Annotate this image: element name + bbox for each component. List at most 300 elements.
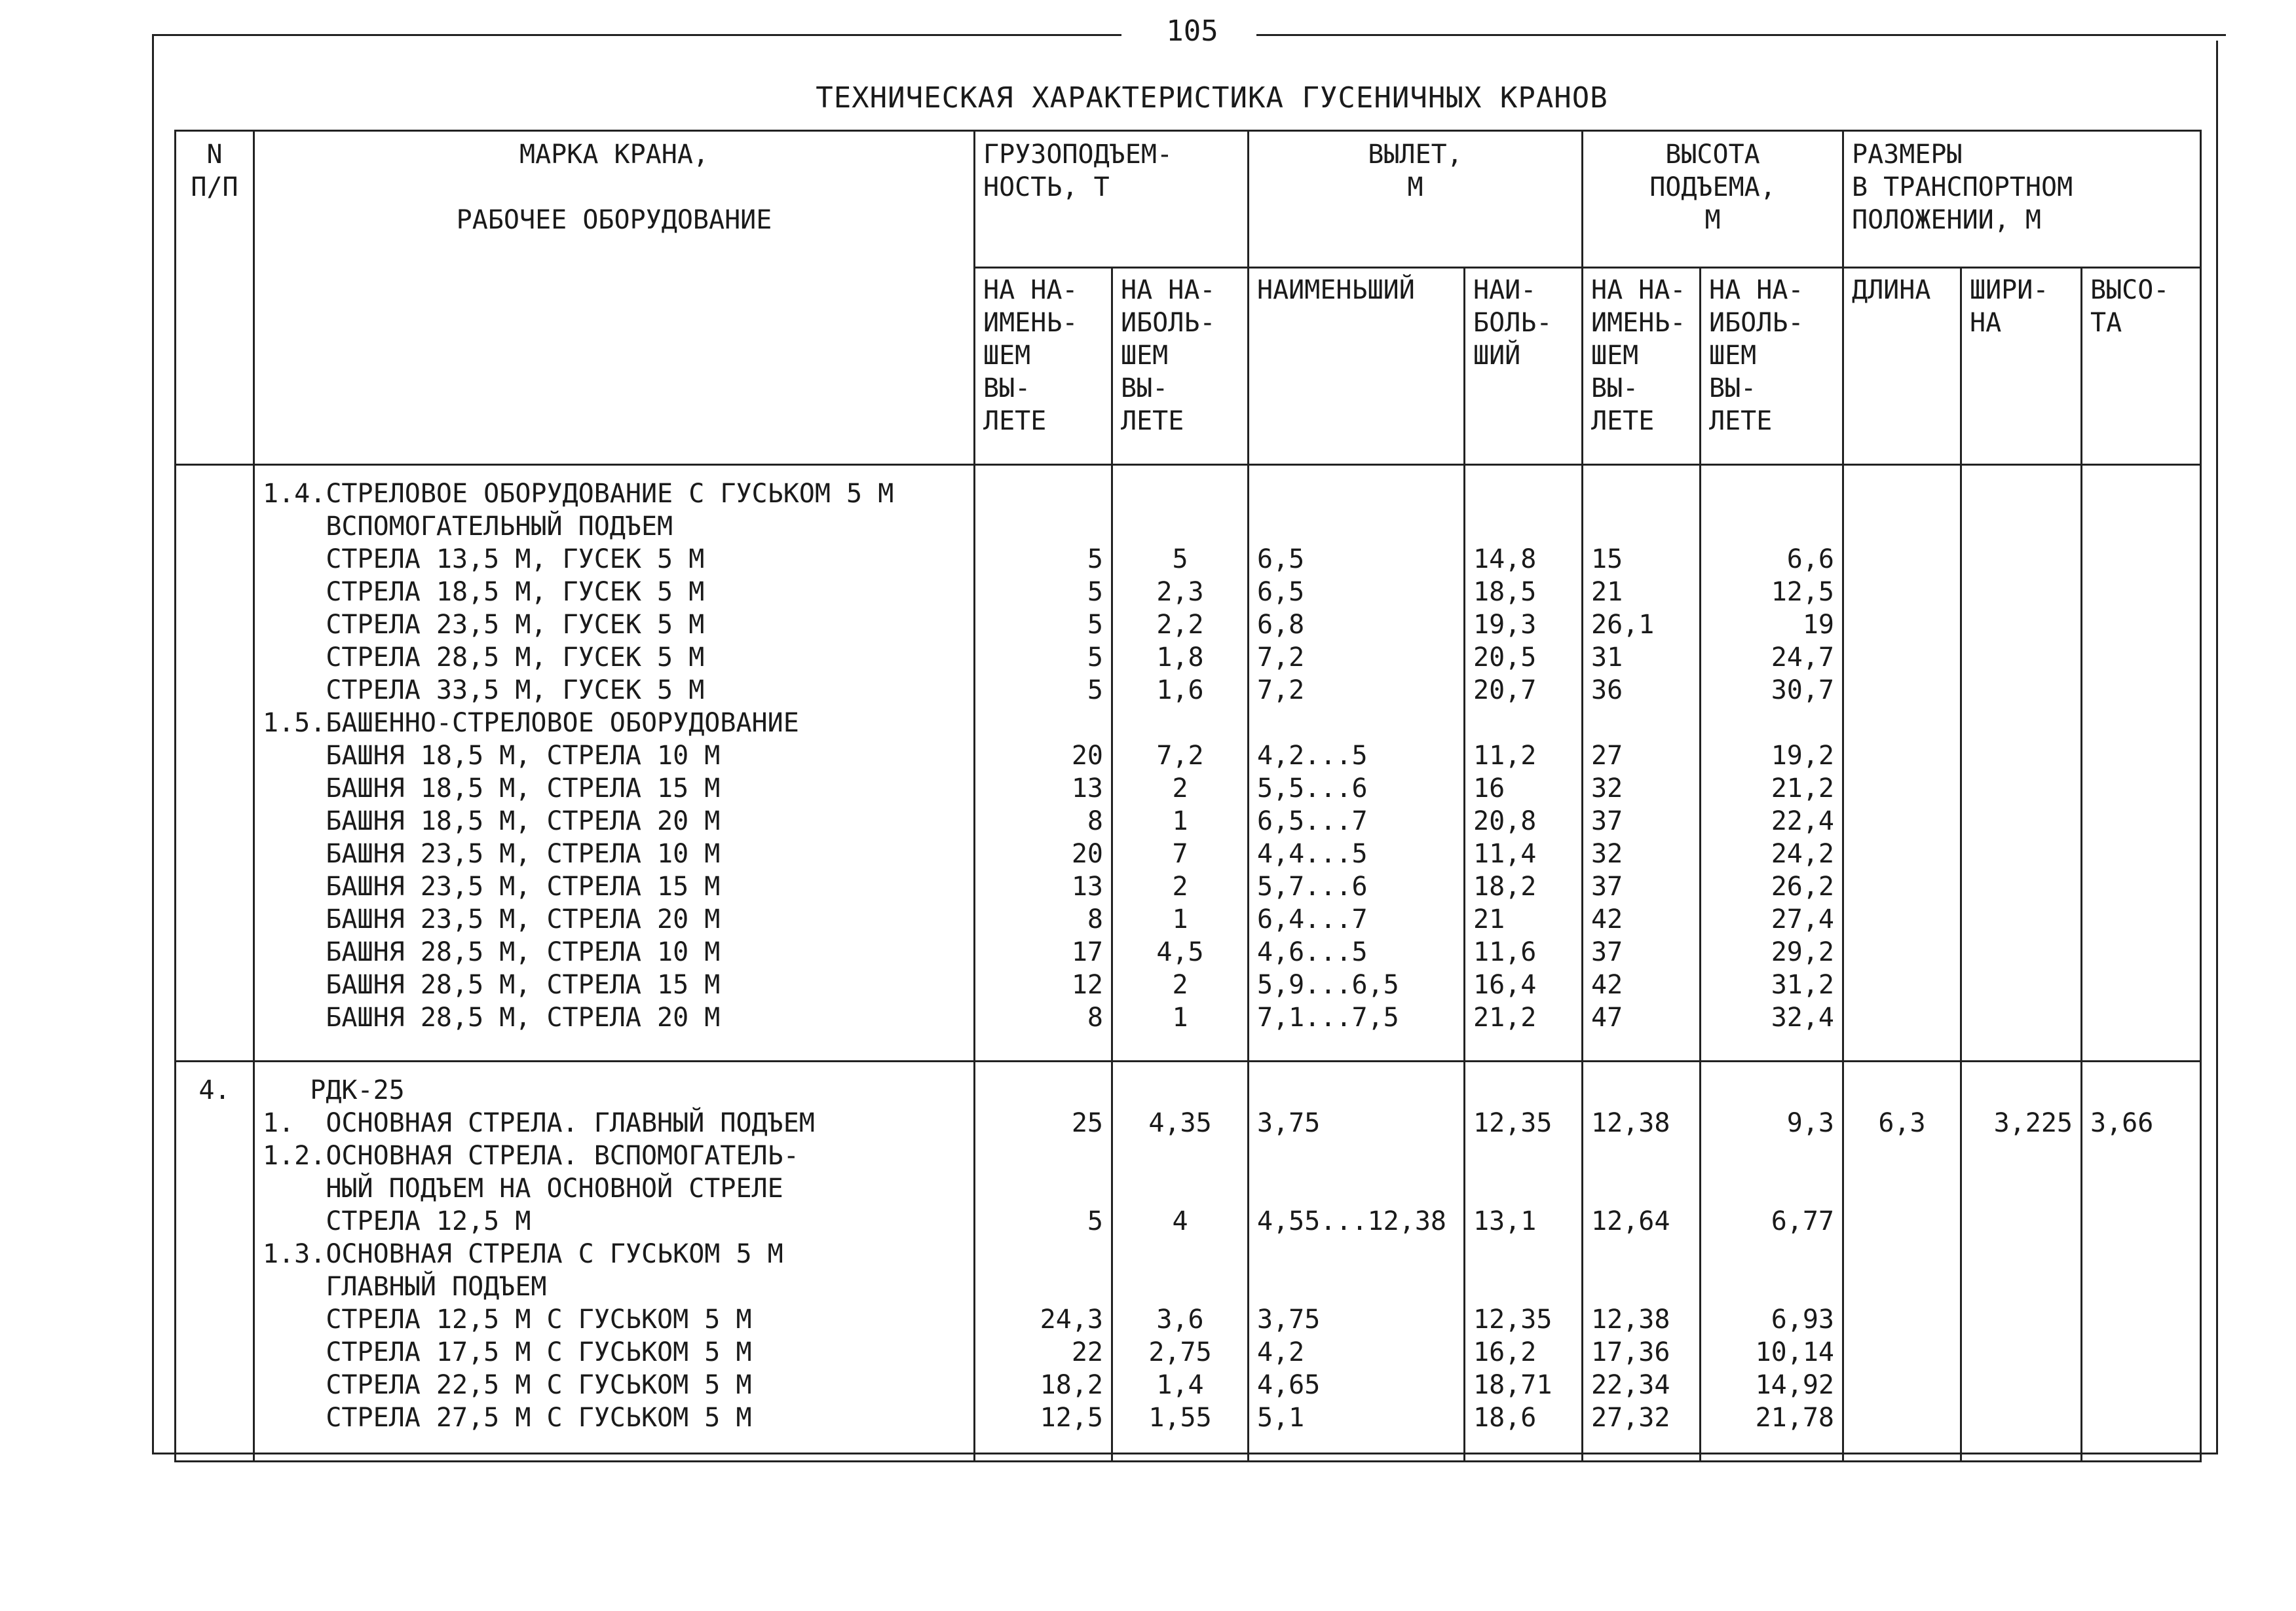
cell-transport-height (2082, 576, 2201, 608)
cell-capacity-min-reach: 22 (975, 1336, 1112, 1369)
cell-item: 1.3.ОСНОВНАЯ СТРЕЛА С ГУСЬКОМ 5 М (254, 1238, 975, 1270)
cell-height-min-reach: 31 (1583, 641, 1701, 674)
cell-transport-height (2082, 465, 2201, 511)
cell-transport-height (2082, 510, 2201, 543)
crane-spec-table (174, 130, 2202, 1462)
cell-reach-min: 5,9...6,5 (1249, 969, 1465, 1001)
cell-reach-min: 5,7...6 (1249, 870, 1465, 903)
table-row (176, 969, 2201, 1001)
cell-reach-min: 4,2...5 (1249, 739, 1465, 772)
cell-item: 1.2.ОСНОВНАЯ СТРЕЛА. ВСПОМОГАТЕЛЬ- (254, 1139, 975, 1172)
subheader-height: ВЫСО- ТА (2082, 268, 2201, 465)
cell-transport-length (1843, 674, 1961, 707)
cell-transport-width (1961, 772, 2082, 805)
cell-capacity-min-reach (975, 465, 1112, 511)
cell-transport-width (1961, 1238, 2082, 1270)
cell-capacity-min-reach: 13 (975, 772, 1112, 805)
cell-capacity-max-reach: 2 (1112, 969, 1249, 1001)
table-row (176, 465, 2201, 511)
cell-capacity-max-reach (1112, 465, 1249, 511)
cell-capacity-max-reach (1112, 1238, 1249, 1270)
cell-reach-max: 21,2 (1465, 1001, 1583, 1062)
cell-number (176, 772, 254, 805)
cell-capacity-max-reach (1112, 510, 1249, 543)
cell-reach-min: 4,4...5 (1249, 838, 1465, 870)
cell-capacity-max-reach (1112, 1139, 1249, 1172)
cell-reach-min (1249, 1172, 1465, 1205)
cell-height-min-reach: 37 (1583, 936, 1701, 969)
header-lift-height: ВЫСОТА ПОДЪЕМА, М (1583, 131, 1843, 268)
cell-transport-width (1961, 1139, 2082, 1172)
cell-reach-min (1249, 1139, 1465, 1172)
cell-capacity-min-reach: 13 (975, 870, 1112, 903)
cell-height-max-reach: 19,2 (1701, 739, 1843, 772)
cell-transport-length (1843, 936, 1961, 969)
cell-item: БАШНЯ 18,5 М, СТРЕЛА 15 М (254, 772, 975, 805)
cell-transport-height (2082, 805, 2201, 838)
cell-transport-height (2082, 641, 2201, 674)
cell-capacity-min-reach: 25 (975, 1107, 1112, 1139)
cell-height-max-reach: 6,93 (1701, 1303, 1843, 1336)
cell-capacity-max-reach (1112, 1172, 1249, 1205)
cell-height-max-reach: 31,2 (1701, 969, 1843, 1001)
cell-height-max-reach (1701, 1270, 1843, 1303)
cell-transport-width (1961, 969, 2082, 1001)
table-body (176, 465, 2201, 1462)
cell-item: СТРЕЛА 27,5 М С ГУСЬКОМ 5 М (254, 1401, 975, 1462)
cell-capacity-max-reach: 2,3 (1112, 576, 1249, 608)
cell-transport-width (1961, 707, 2082, 739)
cell-reach-max (1465, 1062, 1583, 1107)
cell-number (176, 936, 254, 969)
cell-capacity-max-reach (1112, 1270, 1249, 1303)
subheader-length: ДЛИНА (1843, 268, 1961, 465)
cell-height-min-reach: 12,38 (1583, 1107, 1701, 1139)
cell-number (176, 1303, 254, 1336)
cell-transport-height (2082, 1303, 2201, 1336)
cell-capacity-min-reach: 12 (975, 969, 1112, 1001)
frame-top-right-rule (1256, 34, 2226, 36)
cell-transport-height: 3,66 (2082, 1107, 2201, 1139)
frame-left-rule (152, 34, 154, 1454)
table-row (176, 1369, 2201, 1401)
cell-reach-min: 6,8 (1249, 608, 1465, 641)
cell-reach-max: 18,2 (1465, 870, 1583, 903)
cell-transport-length (1843, 739, 1961, 772)
cell-number (176, 1238, 254, 1270)
cell-transport-width (1961, 1401, 2082, 1462)
cell-height-min-reach: 32 (1583, 772, 1701, 805)
cell-reach-max: 18,71 (1465, 1369, 1583, 1401)
cell-height-min-reach: 21 (1583, 576, 1701, 608)
cell-item: СТРЕЛА 17,5 М С ГУСЬКОМ 5 М (254, 1336, 975, 1369)
table-row (176, 576, 2201, 608)
cell-capacity-max-reach: 1 (1112, 1001, 1249, 1062)
table-row (176, 1238, 2201, 1270)
cell-item: ВСПОМОГАТЕЛЬНЫЙ ПОДЪЕМ (254, 510, 975, 543)
cell-height-min-reach: 27,32 (1583, 1401, 1701, 1462)
cell-transport-height (2082, 1270, 2201, 1303)
cell-item: БАШНЯ 23,5 М, СТРЕЛА 20 М (254, 903, 975, 936)
cell-transport-height (2082, 1172, 2201, 1205)
cell-height-max-reach: 22,4 (1701, 805, 1843, 838)
table-row (176, 772, 2201, 805)
cell-capacity-min-reach: 5 (975, 608, 1112, 641)
cell-capacity-min-reach (975, 510, 1112, 543)
cell-reach-max: 18,5 (1465, 576, 1583, 608)
table-row (176, 838, 2201, 870)
cell-item: БАШНЯ 28,5 М, СТРЕЛА 20 М (254, 1001, 975, 1062)
cell-height-max-reach: 10,14 (1701, 1336, 1843, 1369)
cell-reach-max: 16,4 (1465, 969, 1583, 1001)
cell-transport-width (1961, 870, 2082, 903)
cell-capacity-min-reach (975, 1062, 1112, 1107)
cell-reach-max (1465, 465, 1583, 511)
cell-capacity-max-reach: 3,6 (1112, 1303, 1249, 1336)
cell-reach-min: 3,75 (1249, 1303, 1465, 1336)
header-number: N П/П (176, 131, 254, 465)
subheader-capacity-max-reach: НА НА- ИБОЛЬ- ШЕМ ВЫ- ЛЕТЕ (1112, 268, 1249, 465)
cell-transport-length: 6,3 (1843, 1107, 1961, 1139)
cell-number (176, 903, 254, 936)
cell-reach-min: 7,2 (1249, 674, 1465, 707)
cell-number (176, 674, 254, 707)
cell-transport-length (1843, 1303, 1961, 1336)
table-row (176, 1172, 2201, 1205)
cell-number (176, 465, 254, 511)
cell-capacity-max-reach: 4,5 (1112, 936, 1249, 969)
cell-reach-min: 7,1...7,5 (1249, 1001, 1465, 1062)
cell-transport-height (2082, 1369, 2201, 1401)
cell-reach-min (1249, 465, 1465, 511)
cell-reach-min (1249, 1062, 1465, 1107)
cell-height-min-reach: 12,38 (1583, 1303, 1701, 1336)
cell-reach-max: 19,3 (1465, 608, 1583, 641)
cell-transport-length (1843, 1205, 1961, 1238)
cell-transport-height (2082, 969, 2201, 1001)
table-row (176, 903, 2201, 936)
cell-reach-max: 11,6 (1465, 936, 1583, 969)
table-row (176, 1303, 2201, 1336)
cell-capacity-min-reach: 5 (975, 641, 1112, 674)
cell-height-min-reach (1583, 1238, 1701, 1270)
cell-item: ГЛАВНЫЙ ПОДЪЕМ (254, 1270, 975, 1303)
cell-reach-min: 6,5...7 (1249, 805, 1465, 838)
cell-reach-max: 20,7 (1465, 674, 1583, 707)
cell-item: БАШНЯ 18,5 М, СТРЕЛА 20 М (254, 805, 975, 838)
table-row (176, 641, 2201, 674)
cell-height-max-reach: 29,2 (1701, 936, 1843, 969)
cell-reach-min: 4,55...12,38 (1249, 1205, 1465, 1238)
cell-transport-length (1843, 1401, 1961, 1462)
cell-reach-max: 12,35 (1465, 1303, 1583, 1336)
cell-capacity-min-reach: 5 (975, 576, 1112, 608)
cell-transport-width (1961, 608, 2082, 641)
cell-height-min-reach: 12,64 (1583, 1205, 1701, 1238)
cell-item: НЫЙ ПОДЪЕМ НА ОСНОВНОЙ СТРЕЛЕ (254, 1172, 975, 1205)
cell-transport-length (1843, 1238, 1961, 1270)
cell-item: БАШНЯ 28,5 М, СТРЕЛА 10 М (254, 936, 975, 969)
cell-capacity-min-reach: 5 (975, 674, 1112, 707)
cell-reach-max: 14,8 (1465, 543, 1583, 576)
table-row (176, 1107, 2201, 1139)
cell-height-max-reach: 27,4 (1701, 903, 1843, 936)
table-row (176, 707, 2201, 739)
cell-transport-height (2082, 936, 2201, 969)
cell-height-max-reach: 19 (1701, 608, 1843, 641)
cell-transport-length (1843, 608, 1961, 641)
cell-transport-width (1961, 465, 2082, 511)
cell-reach-min: 5,1 (1249, 1401, 1465, 1462)
cell-capacity-min-reach: 12,5 (975, 1401, 1112, 1462)
cell-transport-length (1843, 1172, 1961, 1205)
cell-capacity-max-reach: 1,55 (1112, 1401, 1249, 1462)
cell-height-max-reach (1701, 707, 1843, 739)
cell-transport-width (1961, 1336, 2082, 1369)
cell-capacity-min-reach: 18,2 (975, 1369, 1112, 1401)
cell-transport-length (1843, 465, 1961, 511)
cell-height-min-reach: 32 (1583, 838, 1701, 870)
cell-number (176, 1001, 254, 1062)
cell-transport-length (1843, 1336, 1961, 1369)
cell-number (176, 1401, 254, 1462)
table-row (176, 739, 2201, 772)
cell-number (176, 1270, 254, 1303)
cell-number (176, 1172, 254, 1205)
cell-number (176, 576, 254, 608)
cell-transport-length (1843, 1270, 1961, 1303)
table-row (176, 510, 2201, 543)
table-row (176, 1001, 2201, 1062)
frame-right-rule (2216, 41, 2218, 1454)
cell-transport-width (1961, 576, 2082, 608)
cell-reach-max: 18,6 (1465, 1401, 1583, 1462)
cell-capacity-max-reach: 1,8 (1112, 641, 1249, 674)
cell-height-min-reach (1583, 465, 1701, 511)
cell-item: СТРЕЛА 22,5 М С ГУСЬКОМ 5 М (254, 1369, 975, 1401)
cell-transport-length (1843, 1062, 1961, 1107)
cell-transport-width (1961, 1062, 2082, 1107)
table-row (176, 608, 2201, 641)
cell-reach-max (1465, 1238, 1583, 1270)
cell-reach-min (1249, 510, 1465, 543)
cell-capacity-min-reach: 5 (975, 543, 1112, 576)
cell-number (176, 870, 254, 903)
cell-height-min-reach (1583, 707, 1701, 739)
cell-number (176, 510, 254, 543)
cell-number (176, 838, 254, 870)
table-row (176, 1062, 2201, 1107)
cell-transport-height (2082, 707, 2201, 739)
cell-transport-height (2082, 543, 2201, 576)
cell-height-max-reach: 24,7 (1701, 641, 1843, 674)
cell-item: 1. ОСНОВНАЯ СТРЕЛА. ГЛАВНЫЙ ПОДЪЕМ (254, 1107, 975, 1139)
cell-item: СТРЕЛА 28,5 М, ГУСЕК 5 М (254, 641, 975, 674)
cell-number (176, 1107, 254, 1139)
table-row (176, 543, 2201, 576)
cell-item: СТРЕЛА 23,5 М, ГУСЕК 5 М (254, 608, 975, 641)
cell-number: 4. (176, 1062, 254, 1107)
cell-capacity-min-reach: 8 (975, 903, 1112, 936)
cell-number (176, 1336, 254, 1369)
cell-transport-height (2082, 870, 2201, 903)
table-row (176, 1270, 2201, 1303)
cell-transport-width (1961, 1205, 2082, 1238)
cell-capacity-max-reach: 2 (1112, 870, 1249, 903)
cell-item: 1.5.БАШЕННО-СТРЕЛОВОЕ ОБОРУДОВАНИЕ (254, 707, 975, 739)
cell-capacity-min-reach: 5 (975, 1205, 1112, 1238)
cell-transport-width (1961, 1369, 2082, 1401)
cell-item: БАШНЯ 18,5 М, СТРЕЛА 10 М (254, 739, 975, 772)
cell-reach-max (1465, 1172, 1583, 1205)
cell-reach-min: 6,4...7 (1249, 903, 1465, 936)
cell-height-min-reach (1583, 1270, 1701, 1303)
cell-number (176, 1205, 254, 1238)
table-row (176, 805, 2201, 838)
cell-item: БАШНЯ 23,5 М, СТРЕЛА 10 М (254, 838, 975, 870)
cell-transport-length (1843, 870, 1961, 903)
cell-transport-length (1843, 1139, 1961, 1172)
header-transport-dimensions: РАЗМЕРЫ В ТРАНСПОРТНОМ ПОЛОЖЕНИИ, М (1843, 131, 2201, 268)
cell-height-max-reach (1701, 1238, 1843, 1270)
cell-transport-length (1843, 543, 1961, 576)
cell-capacity-min-reach: 24,3 (975, 1303, 1112, 1336)
cell-transport-width (1961, 903, 2082, 936)
cell-reach-max: 16,2 (1465, 1336, 1583, 1369)
cell-reach-max: 11,4 (1465, 838, 1583, 870)
cell-height-max-reach: 21,2 (1701, 772, 1843, 805)
cell-height-min-reach: 26,1 (1583, 608, 1701, 641)
cell-height-max-reach: 26,2 (1701, 870, 1843, 903)
header-capacity: ГРУЗОПОДЪЕМ- НОСТЬ, Т (975, 131, 1249, 268)
table-row (176, 1336, 2201, 1369)
cell-height-max-reach: 21,78 (1701, 1401, 1843, 1462)
cell-height-min-reach (1583, 1139, 1701, 1172)
cell-number (176, 707, 254, 739)
cell-reach-min (1249, 1270, 1465, 1303)
cell-transport-height (2082, 838, 2201, 870)
cell-reach-max: 12,35 (1465, 1107, 1583, 1139)
cell-item: СТРЕЛА 33,5 М, ГУСЕК 5 М (254, 674, 975, 707)
cell-transport-height (2082, 1001, 2201, 1062)
cell-capacity-min-reach: 8 (975, 1001, 1112, 1062)
cell-height-min-reach: 47 (1583, 1001, 1701, 1062)
frame-top-left-rule (152, 34, 1121, 36)
cell-capacity-max-reach: 1 (1112, 805, 1249, 838)
cell-capacity-max-reach: 1,4 (1112, 1369, 1249, 1401)
cell-height-max-reach (1701, 510, 1843, 543)
table-header (176, 131, 2201, 465)
cell-height-min-reach (1583, 510, 1701, 543)
cell-height-max-reach: 32,4 (1701, 1001, 1843, 1062)
cell-transport-height (2082, 1139, 2201, 1172)
cell-reach-max: 20,8 (1465, 805, 1583, 838)
cell-height-max-reach (1701, 1172, 1843, 1205)
cell-capacity-min-reach: 17 (975, 936, 1112, 969)
cell-item: СТРЕЛА 12,5 М (254, 1205, 975, 1238)
cell-height-min-reach: 27 (1583, 739, 1701, 772)
cell-reach-min: 5,5...6 (1249, 772, 1465, 805)
cell-capacity-max-reach: 2,75 (1112, 1336, 1249, 1369)
cell-number (176, 969, 254, 1001)
header-reach: ВЫЛЕТ, М (1249, 131, 1583, 268)
cell-transport-width (1961, 1270, 2082, 1303)
header-crane-model: МАРКА КРАНА, РАБОЧЕЕ ОБОРУДОВАНИЕ (254, 131, 975, 465)
cell-transport-length (1843, 903, 1961, 936)
cell-capacity-max-reach: 4 (1112, 1205, 1249, 1238)
cell-transport-width (1961, 1303, 2082, 1336)
cell-capacity-min-reach: 20 (975, 838, 1112, 870)
cell-height-min-reach: 42 (1583, 969, 1701, 1001)
table-row (176, 1139, 2201, 1172)
cell-capacity-min-reach (975, 1172, 1112, 1205)
cell-capacity-max-reach (1112, 707, 1249, 739)
cell-reach-min: 3,75 (1249, 1107, 1465, 1139)
cell-reach-min: 4,65 (1249, 1369, 1465, 1401)
cell-transport-length (1843, 772, 1961, 805)
cell-item: СТРЕЛА 18,5 М, ГУСЕК 5 М (254, 576, 975, 608)
cell-reach-max: 11,2 (1465, 739, 1583, 772)
cell-transport-height (2082, 1336, 2201, 1369)
cell-capacity-min-reach: 20 (975, 739, 1112, 772)
cell-height-min-reach: 37 (1583, 805, 1701, 838)
cell-transport-width (1961, 1001, 2082, 1062)
cell-capacity-min-reach: 8 (975, 805, 1112, 838)
cell-reach-min: 7,2 (1249, 641, 1465, 674)
cell-transport-length (1843, 1001, 1961, 1062)
cell-item: БАШНЯ 23,5 М, СТРЕЛА 15 М (254, 870, 975, 903)
cell-transport-width (1961, 510, 2082, 543)
cell-transport-height (2082, 608, 2201, 641)
table-row (176, 870, 2201, 903)
cell-transport-width (1961, 1172, 2082, 1205)
cell-item: СТРЕЛА 13,5 М, ГУСЕК 5 М (254, 543, 975, 576)
cell-transport-length (1843, 838, 1961, 870)
cell-height-max-reach: 14,92 (1701, 1369, 1843, 1401)
cell-height-max-reach (1701, 465, 1843, 511)
cell-capacity-max-reach: 7 (1112, 838, 1249, 870)
cell-reach-max (1465, 707, 1583, 739)
cell-height-min-reach (1583, 1172, 1701, 1205)
cell-transport-height (2082, 1238, 2201, 1270)
cell-height-max-reach: 12,5 (1701, 576, 1843, 608)
cell-item: БАШНЯ 28,5 М, СТРЕЛА 15 М (254, 969, 975, 1001)
cell-reach-min: 4,2 (1249, 1336, 1465, 1369)
cell-capacity-max-reach: 2 (1112, 772, 1249, 805)
subheader-capacity-min-reach: НА НА- ИМЕНЬ- ШЕМ ВЫ- ЛЕТЕ (975, 268, 1112, 465)
cell-transport-length (1843, 510, 1961, 543)
cell-transport-width (1961, 674, 2082, 707)
cell-transport-width (1961, 838, 2082, 870)
cell-number (176, 805, 254, 838)
cell-transport-height (2082, 739, 2201, 772)
cell-transport-length (1843, 576, 1961, 608)
cell-transport-length (1843, 1369, 1961, 1401)
cell-transport-length (1843, 707, 1961, 739)
cell-reach-max (1465, 510, 1583, 543)
cell-height-min-reach: 37 (1583, 870, 1701, 903)
cell-transport-length (1843, 805, 1961, 838)
cell-capacity-min-reach (975, 1139, 1112, 1172)
cell-reach-min: 6,5 (1249, 576, 1465, 608)
cell-capacity-min-reach (975, 1238, 1112, 1270)
cell-reach-min: 6,5 (1249, 543, 1465, 576)
table-row (176, 1205, 2201, 1238)
cell-height-min-reach: 17,36 (1583, 1336, 1701, 1369)
cell-height-max-reach: 30,7 (1701, 674, 1843, 707)
cell-transport-height (2082, 1062, 2201, 1107)
cell-height-max-reach: 6,6 (1701, 543, 1843, 576)
